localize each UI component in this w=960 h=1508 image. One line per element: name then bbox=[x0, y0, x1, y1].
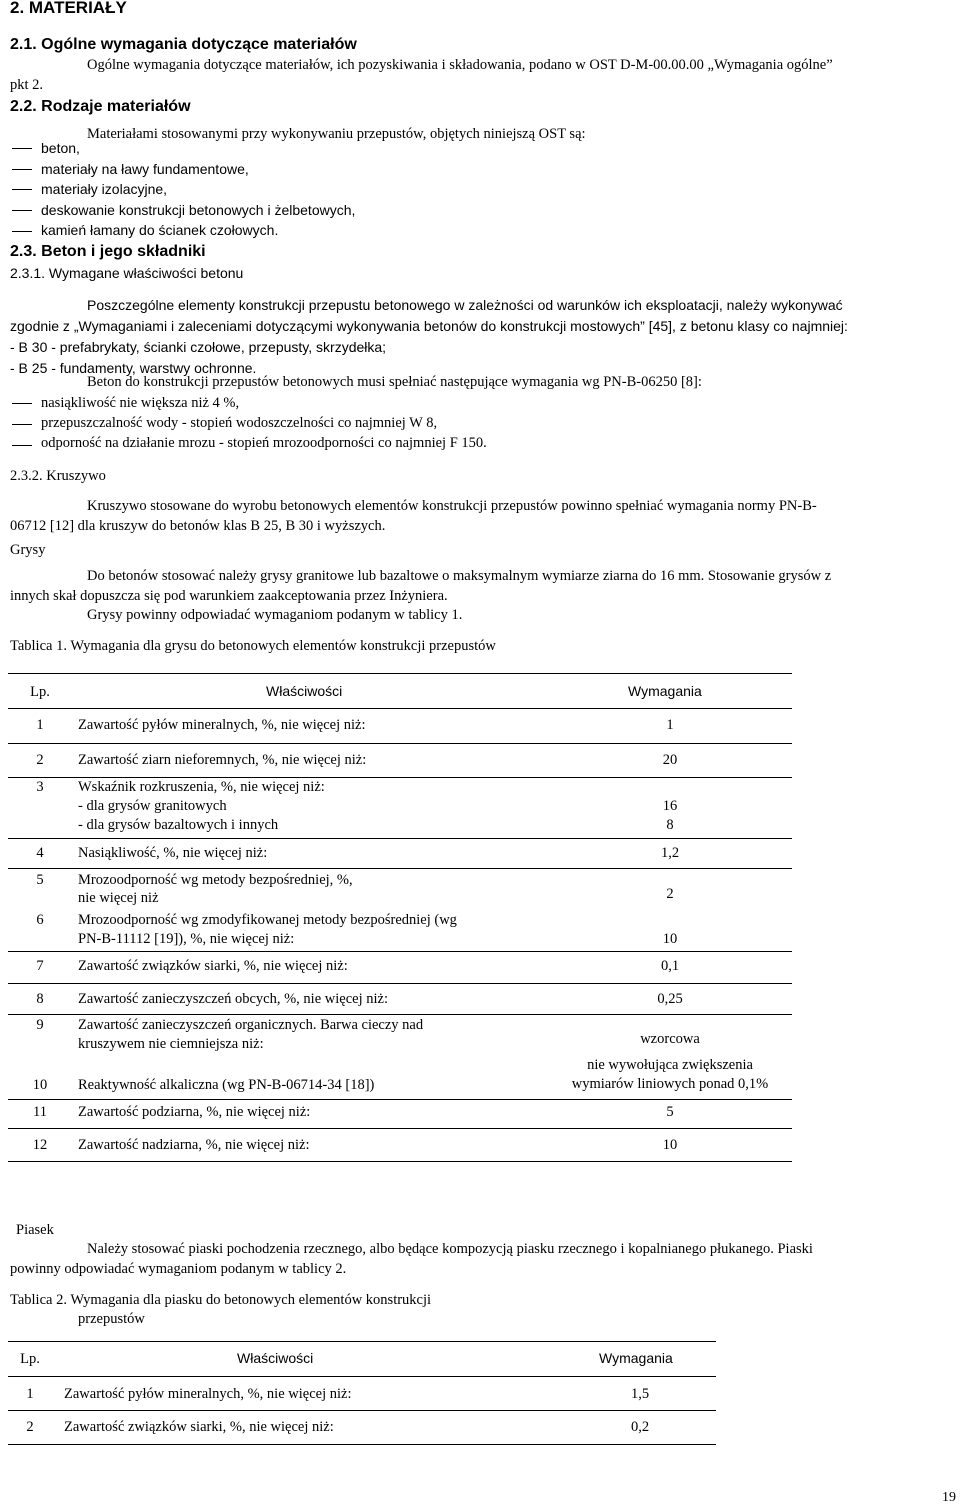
row-requirement: 1,2 bbox=[660, 845, 680, 861]
row-property: PN-B-11112 [19]), %, nie więcej niż: bbox=[78, 931, 295, 947]
row-property: - dla grysów granitowych bbox=[78, 798, 227, 814]
row-requirement: wymiarów liniowych ponad 0,1% bbox=[571, 1076, 769, 1092]
row-property: kruszywem nie ciemniejsza niż: bbox=[78, 1036, 264, 1052]
gravel-paragraph-line2: innych skał dopuszcza się pod warunkiem zaakceptowania przez Inżyniera. bbox=[10, 588, 448, 604]
types-intro: Materiałami stosowanymi przy wykonywaniu przepustów, objętych niniejszą OST są: bbox=[87, 126, 586, 142]
row-property: Zawartość zanieczyszczeń obcych, %, nie więcej niż: bbox=[78, 991, 388, 1007]
concrete-requirement: nasiąkliwość nie większa niż 4 %, bbox=[41, 395, 240, 411]
list-item: beton, bbox=[41, 140, 80, 156]
sand-paragraph-line1: Należy stosować piaski pochodzenia rzecznego, albo będące kompozycją piasku rzecznego i kopalnianego płukanego. Piaski bbox=[87, 1241, 813, 1257]
gravel-paragraph-line3: Grysy powinny odpowiadać wymaganiom podanym w tablicy 1. bbox=[87, 607, 463, 623]
row-requirement: 2 bbox=[666, 886, 674, 902]
section-title-materials: 2. MATERIAŁY bbox=[10, 0, 127, 17]
table-rule bbox=[8, 1410, 716, 1411]
list-dash bbox=[12, 445, 32, 446]
concrete-paragraph-line2: zgodnie z „Wymaganiami i zaleceniami dotyczącymi wykonywania betonów do konstrukcji mostowych” [45], z betonu klasy co najmniej: bbox=[10, 318, 848, 334]
table-rule bbox=[8, 743, 792, 744]
table1-header-requirements: Wymagania bbox=[628, 683, 702, 699]
row-number: 4 bbox=[36, 845, 44, 861]
row-requirement: 16 bbox=[662, 798, 678, 814]
row-property: Zawartość ziarn nieforemnych, %, nie więcej niż: bbox=[78, 752, 367, 768]
table-rule bbox=[8, 1341, 716, 1342]
row-requirement: 5 bbox=[666, 1104, 674, 1120]
gravel-title: Grysy bbox=[10, 542, 46, 558]
section-title-concrete: 2.3. Beton i jego składniki bbox=[10, 243, 206, 260]
table-rule bbox=[8, 838, 792, 839]
table-rule bbox=[8, 1444, 716, 1445]
list-dash bbox=[12, 210, 32, 211]
table2-header-lp: Lp. bbox=[20, 1351, 40, 1367]
table-rule bbox=[8, 868, 792, 869]
row-property: Zawartość zanieczyszczeń organicznych. Barwa cieczy nad bbox=[78, 1017, 424, 1033]
table1-caption: Tablica 1. Wymagania dla grysu do betonowych elementów konstrukcji przepustów bbox=[10, 638, 496, 654]
list-dash bbox=[12, 403, 32, 404]
row-property: - dla grysów bazaltowych i innych bbox=[78, 817, 279, 833]
row-requirement: wzorcowa bbox=[640, 1031, 700, 1047]
sand-paragraph-line2: powinny odpowiadać wymaganiom podanym w tablicy 2. bbox=[10, 1261, 347, 1277]
list-item: kamień łamany do ścianek czołowych. bbox=[41, 222, 279, 238]
table2-header-properties: Właściwości bbox=[237, 1350, 314, 1366]
row-requirement: 0,25 bbox=[657, 991, 683, 1007]
concrete-requirements-intro: Beton do konstrukcji przepustów betonowych musi spełniać następujące wymagania wg PN-B-06250 [8]: bbox=[87, 374, 702, 390]
table2-caption-line1: Tablica 2. Wymagania dla piasku do betonowych elementów konstrukcji bbox=[10, 1292, 432, 1308]
row-number: 6 bbox=[36, 912, 44, 928]
general-text-line1: Ogólne wymagania dotyczące materiałów, ich pozyskiwania i składowania, podano w OST D-M-00.00.00 „Wymagania ogólne” bbox=[87, 57, 833, 73]
row-number: 8 bbox=[36, 991, 44, 1007]
row-number: 3 bbox=[36, 779, 44, 795]
concrete-paragraph-line1: Poszczególne elementy konstrukcji przepustu betonowego w zależności od warunków ich eksploatacji, należy wykonywać bbox=[87, 297, 843, 313]
row-number: 11 bbox=[33, 1104, 47, 1120]
table2-caption-line2: przepustów bbox=[78, 1311, 145, 1327]
row-number: 5 bbox=[36, 872, 44, 888]
row-property: Mrozoodporność wg zmodyfikowanej metody bezpośredniej (wg bbox=[78, 912, 457, 928]
aggregate-paragraph-line1: Kruszywo stosowane do wyrobu betonowych elementów konstrukcji przepustów powinno spełniać wymagania normy PN-B- bbox=[87, 498, 817, 514]
list-dash bbox=[12, 169, 32, 170]
row-property: Zawartość związków siarki, %, nie więcej niż: bbox=[78, 958, 348, 974]
list-dash bbox=[12, 424, 32, 425]
row-property: Zawartość związków siarki, %, nie więcej niż: bbox=[64, 1419, 334, 1435]
row-number: 1 bbox=[36, 717, 44, 733]
row-number: 2 bbox=[26, 1419, 34, 1435]
row-property: Wskaźnik rozkruszenia, %, nie więcej niż: bbox=[78, 779, 325, 795]
table-rule bbox=[8, 951, 792, 952]
row-number: 12 bbox=[32, 1137, 48, 1153]
list-dash bbox=[12, 231, 32, 232]
row-number: 7 bbox=[36, 958, 44, 974]
table-rule bbox=[8, 1099, 792, 1100]
section-subtitle-aggregate: 2.3.2. Kruszywo bbox=[10, 468, 106, 484]
row-requirement: 0,1 bbox=[660, 958, 680, 974]
list-dash bbox=[12, 189, 32, 190]
concrete-paragraph-line4: - B 25 - fundamenty, warstwy ochronne. bbox=[10, 360, 257, 376]
row-requirement: 0,2 bbox=[630, 1419, 650, 1435]
table-rule bbox=[8, 1376, 716, 1377]
general-text-line2: pkt 2. bbox=[10, 77, 44, 93]
row-property: Zawartość nadziarna, %, nie więcej niż: bbox=[78, 1137, 310, 1153]
list-dash bbox=[12, 148, 32, 149]
row-requirement: 10 bbox=[662, 931, 678, 947]
page-number: 19 bbox=[942, 1490, 956, 1505]
table2-header-requirements: Wymagania bbox=[599, 1350, 673, 1366]
table-rule bbox=[8, 708, 792, 709]
sand-title: Piasek bbox=[16, 1222, 54, 1238]
row-requirement: 1 bbox=[666, 717, 674, 733]
row-property: Mrozoodporność wg metody bezpośredniej, %, bbox=[78, 872, 353, 888]
section-title-general: 2.1. Ogólne wymagania dotyczące materiałów bbox=[10, 36, 357, 53]
row-property: Zawartość pyłów mineralnych, %, nie więcej niż: bbox=[78, 717, 366, 733]
gravel-paragraph-line1: Do betonów stosować należy grysy granitowe lub bazaltowe o maksymalnym wymiarze ziarna do 16 mm. Stosowanie grysów z bbox=[87, 568, 832, 584]
table-rule bbox=[8, 777, 792, 778]
section-title-types: 2.2. Rodzaje materiałów bbox=[10, 98, 191, 115]
concrete-requirement: odporność na działanie mrozu - stopień mrozoodporności co najmniej F 150. bbox=[41, 435, 487, 451]
row-number: 2 bbox=[36, 752, 44, 768]
table1-header-lp: Lp. bbox=[30, 684, 50, 700]
row-property: Zawartość podziarna, %, nie więcej niż: bbox=[78, 1104, 311, 1120]
table-rule bbox=[8, 1014, 792, 1015]
row-number: 1 bbox=[26, 1386, 34, 1402]
table-rule bbox=[8, 983, 792, 984]
table1-header-properties: Właściwości bbox=[266, 683, 343, 699]
row-number: 9 bbox=[36, 1017, 44, 1033]
row-property: Zawartość pyłów mineralnych, %, nie więcej niż: bbox=[64, 1386, 352, 1402]
aggregate-paragraph-line2: 06712 [12] dla kruszyw do betonów klas B 25, B 30 i wyższych. bbox=[10, 518, 386, 534]
row-requirement: 8 bbox=[666, 817, 674, 833]
row-requirement: 1,5 bbox=[630, 1386, 650, 1402]
table-rule bbox=[8, 1161, 792, 1162]
concrete-requirement: przepuszczalność wody - stopień wodoszczelności co najmniej W 8, bbox=[41, 415, 438, 431]
section-subtitle-concrete-properties: 2.3.1. Wymagane właściwości betonu bbox=[10, 265, 244, 281]
row-number: 10 bbox=[32, 1077, 48, 1093]
row-requirement: 20 bbox=[662, 752, 678, 768]
row-property: Reaktywność alkaliczna (wg PN-B-06714-34 [18]) bbox=[78, 1077, 375, 1093]
list-item: deskowanie konstrukcji betonowych i żelbetowych, bbox=[41, 202, 356, 218]
table-rule bbox=[8, 673, 792, 674]
table-rule bbox=[8, 1128, 792, 1129]
row-property: Nasiąkliwość, %, nie więcej niż: bbox=[78, 845, 268, 861]
list-item: materiały izolacyjne, bbox=[41, 181, 168, 197]
row-property: nie więcej niż bbox=[78, 890, 159, 906]
concrete-paragraph-line3: - B 30 - prefabrykaty, ścianki czołowe, przepusty, skrzydełka; bbox=[10, 339, 387, 355]
row-requirement: 10 bbox=[662, 1137, 678, 1153]
row-requirement: nie wywołująca zwiększenia bbox=[587, 1057, 753, 1073]
list-item: materiały na ławy fundamentowe, bbox=[41, 161, 249, 177]
